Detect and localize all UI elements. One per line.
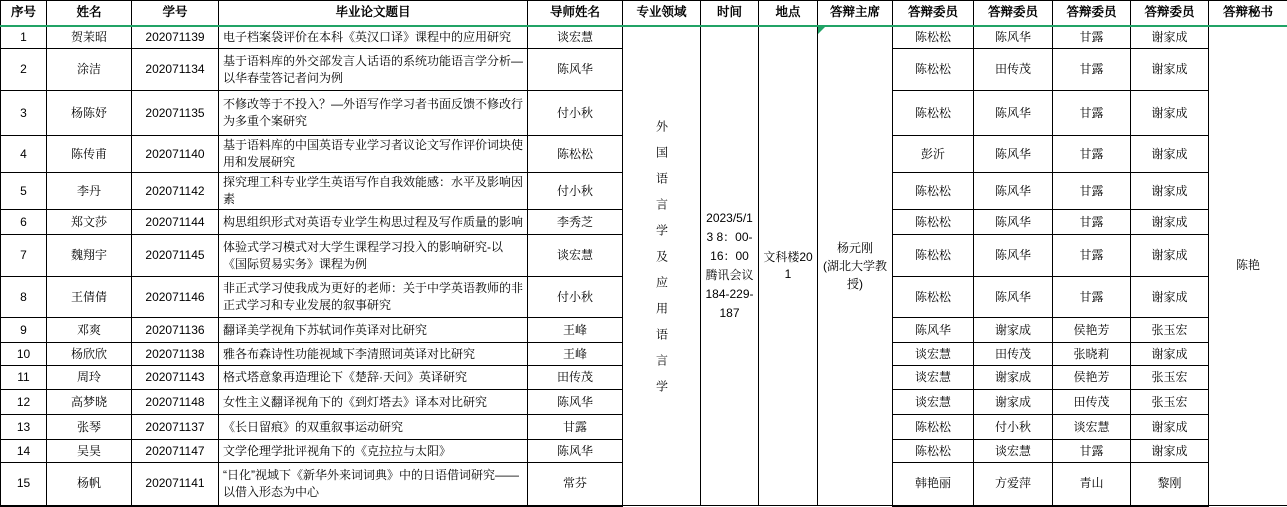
- thesis-title-cell[interactable]: 体验式学习模式对大学生课程学习投入的影响研究-以《国际贸易实务》课程为例: [219, 235, 528, 277]
- header-seq[interactable]: 序号: [1, 1, 47, 26]
- committee-cell-1[interactable]: 谈宏慧: [893, 390, 974, 415]
- committee-cell-2[interactable]: 田传茂: [974, 49, 1053, 91]
- committee-cell-1[interactable]: 陈松松: [893, 49, 974, 91]
- committee-cell-3[interactable]: 张晓莉: [1053, 343, 1131, 366]
- location-cell[interactable]: 文科楼201: [759, 26, 818, 506]
- seq-cell[interactable]: 4: [1, 136, 47, 173]
- seq-cell[interactable]: 13: [1, 415, 47, 440]
- thesis-title-cell[interactable]: 文学伦理学批评视角下的《克拉拉与太阳》: [219, 440, 528, 463]
- advisor-cell[interactable]: 付小秋: [528, 173, 623, 210]
- student-id-cell[interactable]: 202071140: [132, 136, 219, 173]
- name-cell[interactable]: 郑文莎: [47, 210, 132, 235]
- advisor-cell[interactable]: 陈风华: [528, 440, 623, 463]
- committee-cell-2[interactable]: 田传茂: [974, 343, 1053, 366]
- table-row: [1, 26, 1287, 49]
- committee-cell-2[interactable]: 付小秋: [974, 415, 1053, 440]
- seq-cell[interactable]: 10: [1, 343, 47, 366]
- committee-cell-2[interactable]: 谈宏慧: [974, 440, 1053, 463]
- student-id-cell[interactable]: 202071143: [132, 366, 219, 390]
- thesis-title-cell[interactable]: 翻译美学视角下苏轼词作英译对比研究: [219, 318, 528, 343]
- seq-cell[interactable]: 7: [1, 235, 47, 277]
- secretary-cell[interactable]: 陈艳: [1209, 26, 1287, 506]
- committee-cell-2[interactable]: 陈风华: [974, 277, 1053, 318]
- name-cell[interactable]: 吴昊: [47, 440, 132, 463]
- name-cell[interactable]: 高梦晓: [47, 390, 132, 415]
- committee-cell-3[interactable]: 甘露: [1053, 235, 1131, 277]
- committee-cell-1[interactable]: 陈松松: [893, 210, 974, 235]
- chair-name: 杨元刚: [820, 239, 890, 257]
- committee-cell-4[interactable]: 谢家成: [1131, 173, 1209, 210]
- advisor-cell[interactable]: 甘露: [528, 415, 623, 440]
- seq-cell[interactable]: 8: [1, 277, 47, 318]
- student-id-cell[interactable]: 202071138: [132, 343, 219, 366]
- committee-cell-3[interactable]: 甘露: [1053, 173, 1131, 210]
- committee-cell-3[interactable]: 甘露: [1053, 136, 1131, 173]
- committee-cell-3[interactable]: 甘露: [1053, 210, 1131, 235]
- thesis-title-cell[interactable]: 电子档案袋评价在本科《英汉口译》课程中的应用研究: [219, 26, 528, 49]
- committee-cell-2[interactable]: 陈风华: [974, 26, 1053, 49]
- committee-cell-4[interactable]: 张玉宏: [1131, 366, 1209, 390]
- name-cell[interactable]: 王倩倩: [47, 277, 132, 318]
- name-cell[interactable]: 邓爽: [47, 318, 132, 343]
- header-committee-2[interactable]: 答辩委员: [974, 1, 1053, 26]
- committee-cell-2[interactable]: 陈风华: [974, 235, 1053, 277]
- thesis-title-cell[interactable]: 雅各布森诗性功能视域下李清照词英译对比研究: [219, 343, 528, 366]
- seq-cell[interactable]: 15: [1, 463, 47, 506]
- committee-cell-3[interactable]: 田传茂: [1053, 390, 1131, 415]
- thesis-title-cell[interactable]: 探究理工科专业学生英语写作自我效能感：水平及影响因素: [219, 173, 528, 210]
- committee-cell-4[interactable]: 谢家成: [1131, 235, 1209, 277]
- thesis-title-cell[interactable]: 基于语料库的中国英语专业学习者议论文写作评价词块使用和发展研究: [219, 136, 528, 173]
- header-advisor[interactable]: 导师姓名: [528, 1, 623, 26]
- student-id-cell[interactable]: 202071148: [132, 390, 219, 415]
- thesis-title-cell[interactable]: 女性主义翻译视角下的《到灯塔去》译本对比研究: [219, 390, 528, 415]
- advisor-cell[interactable]: 付小秋: [528, 91, 623, 136]
- committee-cell-1[interactable]: 陈松松: [893, 26, 974, 49]
- header-thesis-title[interactable]: 毕业论文题目: [219, 1, 528, 26]
- advisor-cell[interactable]: 陈松松: [528, 136, 623, 173]
- name-cell[interactable]: 陈传甫: [47, 136, 132, 173]
- advisor-cell[interactable]: 谈宏慧: [528, 235, 623, 277]
- advisor-cell[interactable]: 王峰: [528, 343, 623, 366]
- name-cell[interactable]: 杨欣欣: [47, 343, 132, 366]
- advisor-cell[interactable]: 李秀芝: [528, 210, 623, 235]
- student-id-cell[interactable]: 202071144: [132, 210, 219, 235]
- thesis-title-cell[interactable]: 格式塔意象再造理论下《楚辞·天问》英译研究: [219, 366, 528, 390]
- committee-cell-1[interactable]: 陈松松: [893, 440, 974, 463]
- cell-flag-icon: [818, 27, 825, 34]
- advisor-cell[interactable]: 田传茂: [528, 366, 623, 390]
- student-id-cell[interactable]: 202071139: [132, 26, 219, 49]
- thesis-title-cell[interactable]: 不修改等于不投入？—外语写作学习者书面反馈不修改行为多重个案研究: [219, 91, 528, 136]
- name-cell[interactable]: 张琴: [47, 415, 132, 440]
- committee-cell-3[interactable]: 青山: [1053, 463, 1131, 506]
- committee-cell-4[interactable]: 谢家成: [1131, 26, 1209, 49]
- advisor-cell[interactable]: 王峰: [528, 318, 623, 343]
- header-location[interactable]: 地点: [759, 1, 818, 26]
- committee-cell-4[interactable]: 谢家成: [1131, 440, 1209, 463]
- header-committee-1[interactable]: 答辩委员: [893, 1, 974, 26]
- committee-cell-4[interactable]: 谢家成: [1131, 91, 1209, 136]
- committee-cell-2[interactable]: 陈风华: [974, 173, 1053, 210]
- committee-cell-2[interactable]: 谢家成: [974, 318, 1053, 343]
- committee-cell-2[interactable]: 方爱萍: [974, 463, 1053, 506]
- name-cell[interactable]: 涂洁: [47, 49, 132, 91]
- committee-cell-4[interactable]: 谢家成: [1131, 210, 1209, 235]
- committee-cell-3[interactable]: 甘露: [1053, 277, 1131, 318]
- header-student-id[interactable]: 学号: [132, 1, 219, 26]
- committee-cell-4[interactable]: 谢家成: [1131, 277, 1209, 318]
- student-id-cell[interactable]: 202071137: [132, 415, 219, 440]
- name-cell[interactable]: 魏翔宇: [47, 235, 132, 277]
- field-cell[interactable]: [623, 26, 701, 506]
- advisor-cell[interactable]: 谈宏慧: [528, 26, 623, 49]
- committee-cell-1[interactable]: 陈松松: [893, 173, 974, 210]
- committee-cell-4[interactable]: 黎刚: [1131, 463, 1209, 506]
- committee-cell-4[interactable]: 张玉宏: [1131, 390, 1209, 415]
- committee-cell-1[interactable]: 彭沂: [893, 136, 974, 173]
- header-committee-4[interactable]: 答辩委员: [1131, 1, 1209, 26]
- header-field[interactable]: 专业领域: [623, 1, 701, 26]
- student-id-cell[interactable]: 202071147: [132, 440, 219, 463]
- committee-cell-3[interactable]: 谈宏慧: [1053, 415, 1131, 440]
- student-id-cell[interactable]: 202071136: [132, 318, 219, 343]
- committee-cell-3[interactable]: 甘露: [1053, 49, 1131, 91]
- committee-cell-3[interactable]: 甘露: [1053, 26, 1131, 49]
- seq-cell[interactable]: 5: [1, 173, 47, 210]
- committee-cell-1[interactable]: 陈松松: [893, 415, 974, 440]
- seq-cell[interactable]: 14: [1, 440, 47, 463]
- committee-cell-3[interactable]: 甘露: [1053, 91, 1131, 136]
- name-cell[interactable]: 杨陈妤: [47, 91, 132, 136]
- student-id-cell[interactable]: 202071134: [132, 49, 219, 91]
- thesis-title-cell[interactable]: 基于语料库的外交部发言人话语的系统功能语言学分析—以华春莹答记者问为例: [219, 49, 528, 91]
- advisor-cell[interactable]: 常芬: [528, 463, 623, 506]
- student-id-cell[interactable]: 202071145: [132, 235, 219, 277]
- committee-cell-3[interactable]: 甘露: [1053, 440, 1131, 463]
- thesis-title-cell[interactable]: 《长日留痕》的双重叙事运动研究: [219, 415, 528, 440]
- committee-cell-4[interactable]: 谢家成: [1131, 343, 1209, 366]
- committee-cell-1[interactable]: 陈风华: [893, 318, 974, 343]
- committee-cell-2[interactable]: 陈风华: [974, 91, 1053, 136]
- advisor-cell[interactable]: 陈风华: [528, 49, 623, 91]
- header-row: [1, 1, 1287, 26]
- header-chair[interactable]: 答辩主席: [818, 1, 893, 26]
- student-id-cell[interactable]: 202071146: [132, 277, 219, 318]
- committee-cell-4[interactable]: 谢家成: [1131, 136, 1209, 173]
- header-name[interactable]: 姓名: [47, 1, 132, 26]
- chair-affiliation: (湖北大学教授): [820, 257, 890, 293]
- seq-cell[interactable]: 9: [1, 318, 47, 343]
- committee-cell-2[interactable]: 谢家成: [974, 390, 1053, 415]
- thesis-title-cell[interactable]: 非正式学习使我成为更好的老师：关于中学英语教师的非正式学习和专业发展的叙事研究: [219, 277, 528, 318]
- committee-cell-4[interactable]: 谢家成: [1131, 415, 1209, 440]
- committee-cell-3[interactable]: 侯艳芳: [1053, 318, 1131, 343]
- name-cell[interactable]: 杨帆: [47, 463, 132, 506]
- seq-cell[interactable]: 3: [1, 91, 47, 136]
- committee-cell-1[interactable]: 谈宏慧: [893, 366, 974, 390]
- student-id-cell[interactable]: 202071135: [132, 91, 219, 136]
- header-secretary[interactable]: 答辩秘书: [1209, 1, 1287, 26]
- seq-cell[interactable]: 2: [1, 49, 47, 91]
- committee-cell-1[interactable]: 陈松松: [893, 277, 974, 318]
- student-id-cell[interactable]: 202071141: [132, 463, 219, 506]
- student-id-cell[interactable]: 202071142: [132, 173, 219, 210]
- header-committee-3[interactable]: 答辩委员: [1053, 1, 1131, 26]
- seq-cell[interactable]: 12: [1, 390, 47, 415]
- committee-cell-3[interactable]: 侯艳芳: [1053, 366, 1131, 390]
- advisor-cell[interactable]: 付小秋: [528, 277, 623, 318]
- committee-cell-4[interactable]: 张玉宏: [1131, 318, 1209, 343]
- seq-cell[interactable]: 1: [1, 26, 47, 49]
- committee-cell-1[interactable]: 陈松松: [893, 91, 974, 136]
- chair-cell[interactable]: [818, 26, 893, 506]
- name-cell[interactable]: 李丹: [47, 173, 132, 210]
- name-cell[interactable]: 周玲: [47, 366, 132, 390]
- committee-cell-4[interactable]: 谢家成: [1131, 49, 1209, 91]
- committee-cell-2[interactable]: 陈风华: [974, 210, 1053, 235]
- time-cell[interactable]: 2023/5/13 8：00-16：00 腾讯会议184-229-187: [701, 26, 759, 506]
- advisor-cell[interactable]: 陈风华: [528, 390, 623, 415]
- seq-cell[interactable]: 11: [1, 366, 47, 390]
- seq-cell[interactable]: 6: [1, 210, 47, 235]
- thesis-title-cell[interactable]: “日化”视域下《新华外来词词典》中的日语借词研究——以借入形态为中心: [219, 463, 528, 506]
- committee-cell-2[interactable]: 谢家成: [974, 366, 1053, 390]
- committee-cell-2[interactable]: 陈风华: [974, 136, 1053, 173]
- committee-cell-1[interactable]: 陈松松: [893, 235, 974, 277]
- committee-cell-1[interactable]: 韩艳丽: [893, 463, 974, 506]
- header-time[interactable]: 时间: [701, 1, 759, 26]
- field-vertical-text: 外国语言学及应用语言学: [656, 120, 668, 406]
- thesis-title-cell[interactable]: 构思组织形式对英语专业学生构思过程及写作质量的影响: [219, 210, 528, 235]
- committee-cell-1[interactable]: 谈宏慧: [893, 343, 974, 366]
- name-cell[interactable]: 贺茉昭: [47, 26, 132, 49]
